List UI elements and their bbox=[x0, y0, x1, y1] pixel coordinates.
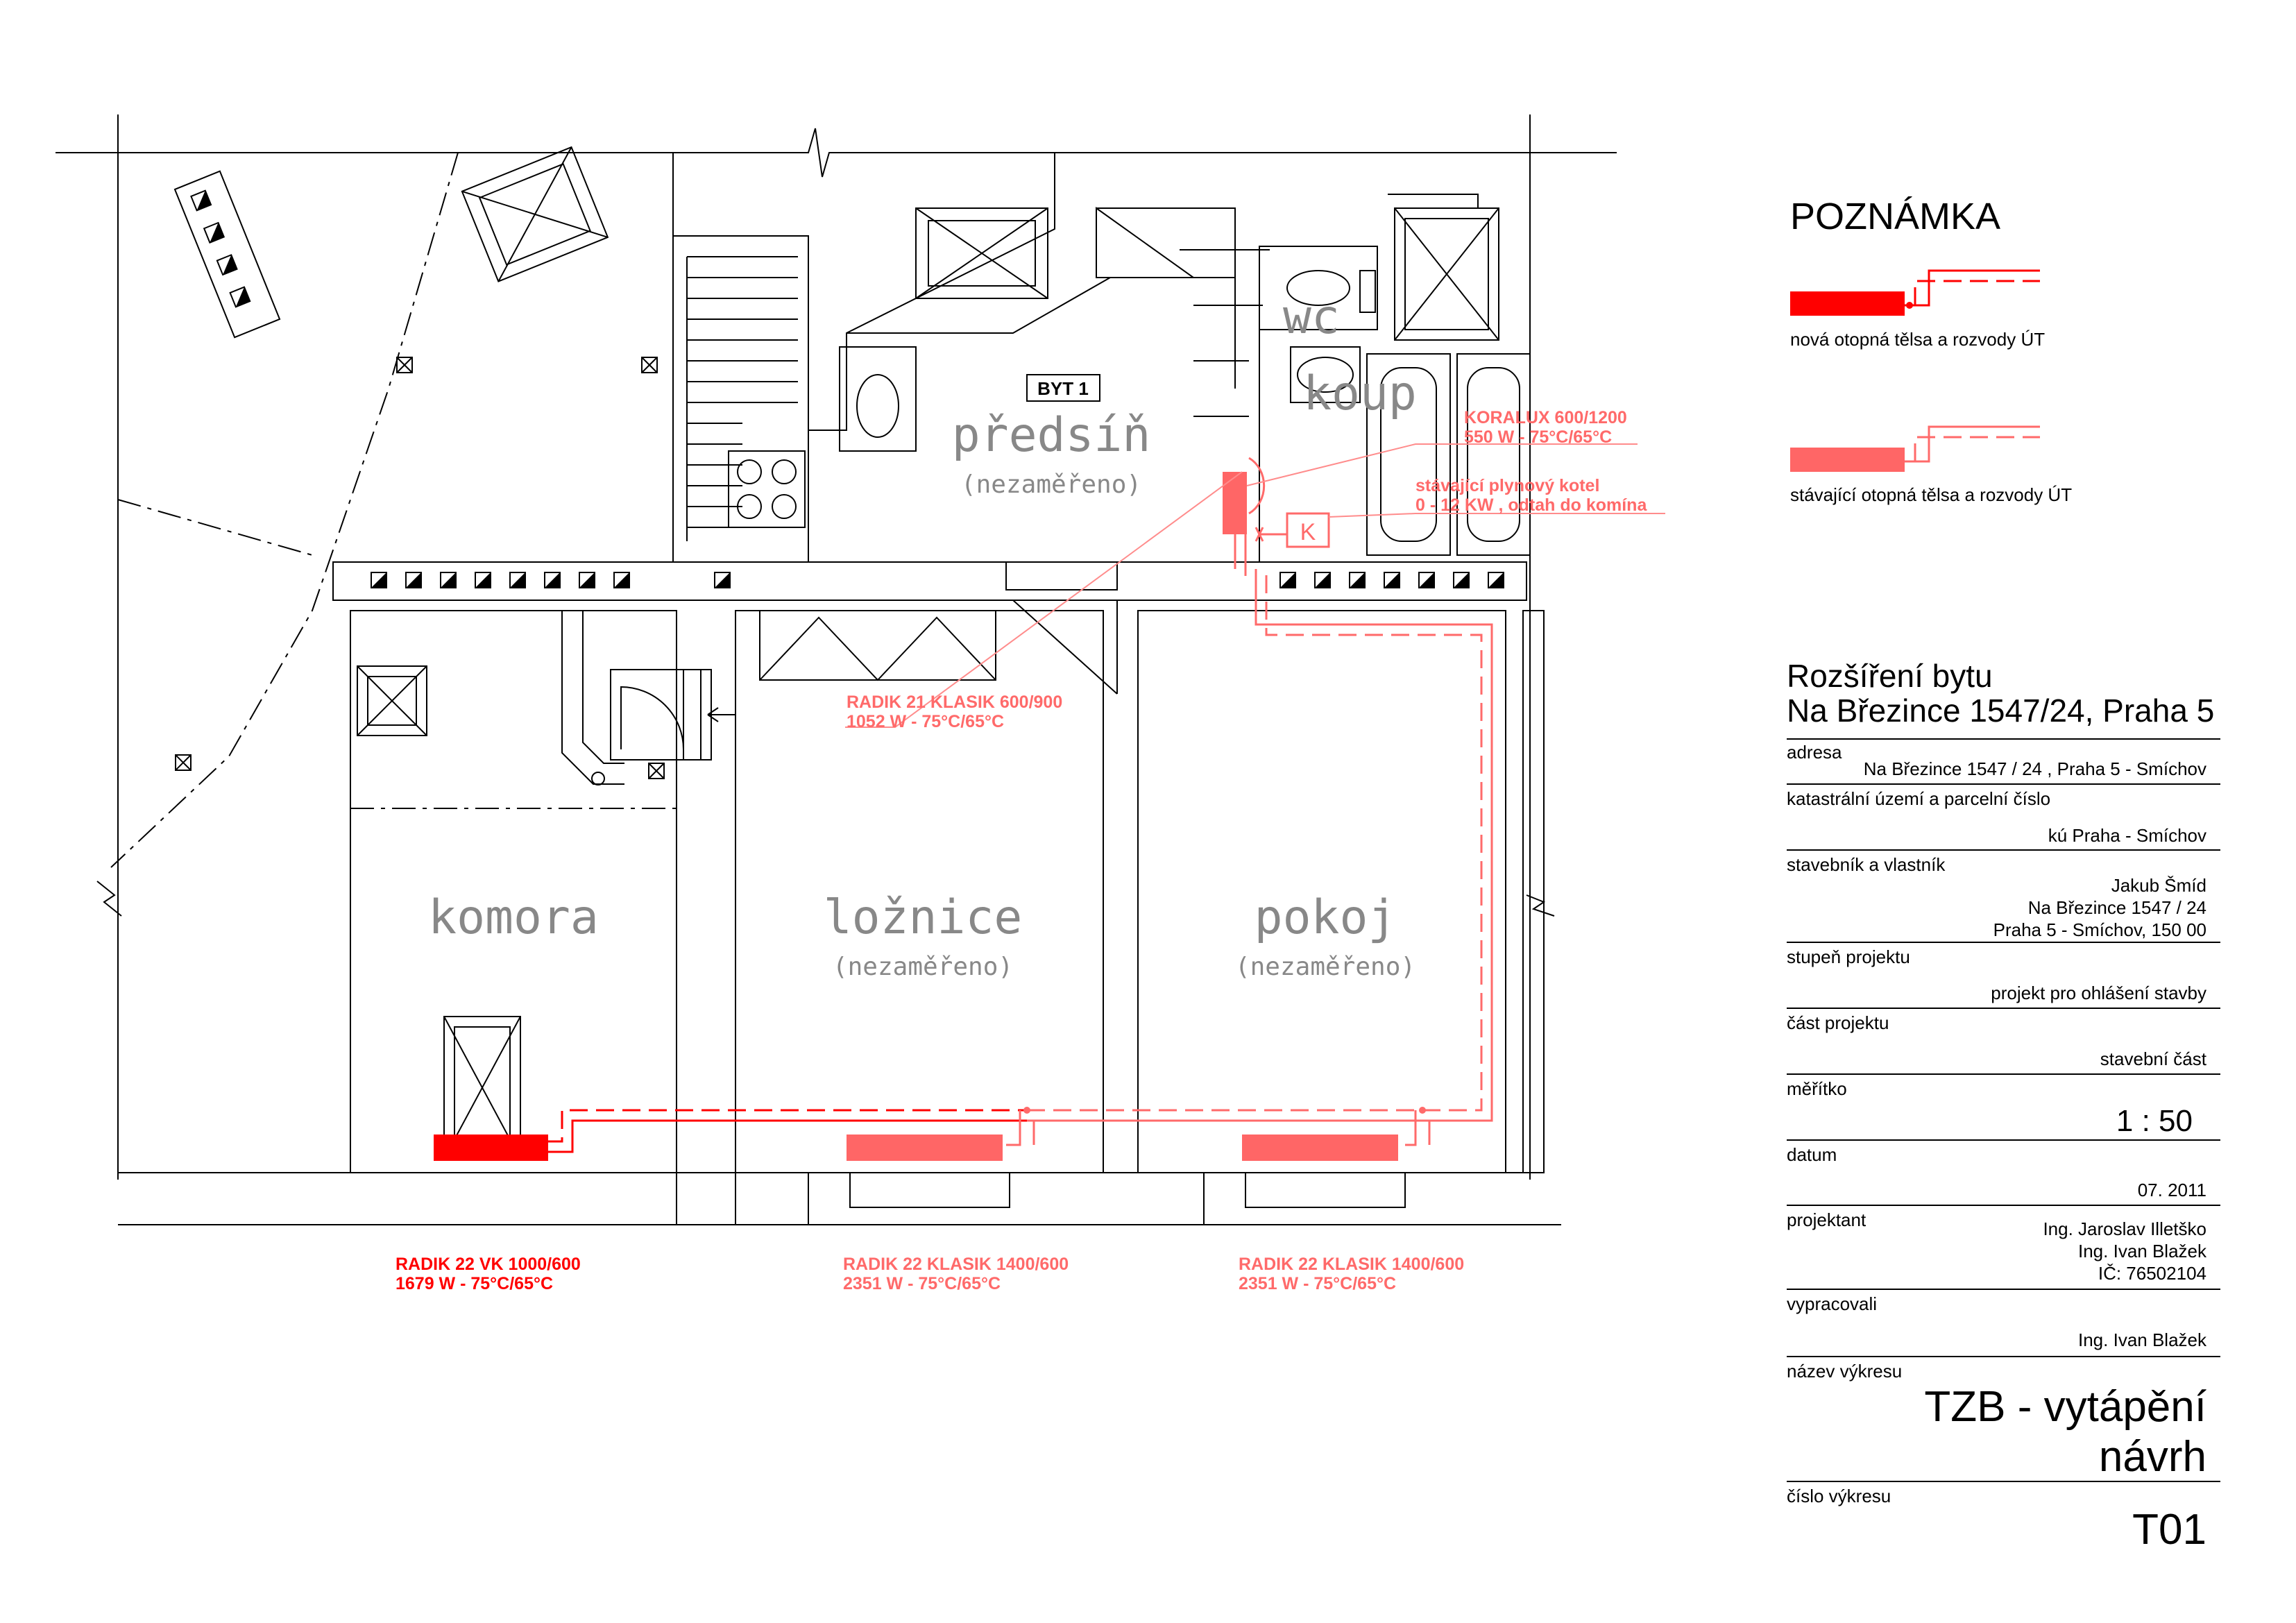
projektant-line2: Ing. Ivan Blažek bbox=[2078, 1241, 2206, 1261]
meritko-label: měřítko bbox=[1787, 1078, 1847, 1099]
cast-value: stavební část bbox=[2100, 1048, 2206, 1069]
radik22b-line2: 2351 W - 75°C/65°C bbox=[1239, 1274, 1397, 1293]
legend-new-radiator bbox=[1790, 291, 1905, 316]
stupen-value: projekt pro ohlášení stavby bbox=[1991, 983, 2206, 1003]
nazev-line1: TZB - vytápění bbox=[1924, 1383, 2206, 1431]
cislo-value: T01 bbox=[2132, 1506, 2206, 1554]
stupen-label: stupeň projektu bbox=[1787, 946, 1910, 967]
koralux-line2: 550 W - 75°C/65°C bbox=[1464, 427, 1613, 447]
vypracovali-value: Ing. Ivan Blažek bbox=[2078, 1329, 2206, 1350]
radiator-existing-pokoj bbox=[1242, 1135, 1398, 1161]
cast-label: část projektu bbox=[1787, 1012, 1889, 1033]
cislo-label: číslo výkresu bbox=[1787, 1486, 1891, 1506]
room-wc: wc bbox=[1283, 290, 1340, 345]
room-predsin: předsíň bbox=[951, 408, 1151, 463]
koralux-line1: KORALUX 600/1200 bbox=[1464, 408, 1627, 427]
adresa-label: adresa bbox=[1787, 742, 1842, 763]
projektant-label: projektant bbox=[1787, 1209, 1866, 1230]
projektant-line1: Ing. Jaroslav Illetško bbox=[2043, 1218, 2206, 1239]
stavebnik-line1: Jakub Šmíd bbox=[2111, 875, 2206, 896]
floor-plan bbox=[56, 114, 1617, 1225]
room-pokoj: pokoj bbox=[1254, 890, 1397, 945]
radik22vk-line2: 1679 W - 75°C/65°C bbox=[396, 1274, 554, 1293]
legend-existing-label: stávající otopná tělsa a rozvody ÚT bbox=[1790, 484, 2073, 505]
stavebnik-line2: Na Březince 1547 / 24 bbox=[2027, 897, 2206, 918]
vypracovali-label: vypracovali bbox=[1787, 1293, 1878, 1314]
stavebnik-line3: Praha 5 - Smíchov, 150 00 bbox=[1993, 919, 2206, 940]
radiator-existing-predsin bbox=[1223, 472, 1247, 534]
radiator-existing-loznice bbox=[847, 1135, 1003, 1161]
project-title-line2: Na Březince 1547/24, Praha 5 bbox=[1787, 692, 2215, 729]
datum-value: 07. 2011 bbox=[2137, 1180, 2206, 1200]
room-koup: koup bbox=[1303, 366, 1417, 421]
radik22a-line1: RADIK 22 KLASIK 1400/600 bbox=[843, 1255, 1069, 1274]
stavebnik-label: stavebník a vlastník bbox=[1787, 854, 1946, 875]
nazev-line2: návrh bbox=[2098, 1433, 2206, 1481]
radik22b-line1: RADIK 22 KLASIK 1400/600 bbox=[1239, 1255, 1465, 1274]
legend-new-label: nová otopná tělsa a rozvody ÚT bbox=[1790, 329, 2046, 350]
project-title-line1: Rozšíření bytu bbox=[1787, 658, 1993, 694]
room-predsin-note: (nezaměřeno) bbox=[960, 470, 1142, 499]
projektant-line3: IČ: 76502104 bbox=[2098, 1263, 2206, 1284]
datum-label: datum bbox=[1787, 1144, 1837, 1165]
kotel-line2: 0 - 12 KW , odtah do komína bbox=[1415, 495, 1647, 515]
adresa-value: Na Březince 1547 / 24 , Praha 5 - Smíchov bbox=[1863, 758, 2206, 779]
legend-title: POZNÁMKA bbox=[1790, 196, 2001, 237]
kotel-line1: stávající plynový kotel bbox=[1415, 476, 1600, 495]
room-loznice-note: (nezaměřeno) bbox=[832, 953, 1014, 981]
meritko-value: 1 : 50 bbox=[2116, 1104, 2193, 1138]
radiator-new-komora bbox=[434, 1135, 548, 1161]
katastr-label: katastrální území a parcelní číslo bbox=[1787, 788, 2051, 809]
radik22vk-line1: RADIK 22 VK 1000/600 bbox=[396, 1255, 581, 1274]
radik21-line1: RADIK 21 KLASIK 600/900 bbox=[847, 692, 1063, 712]
katastr-value: kú Praha - Smíchov bbox=[2048, 825, 2206, 846]
radik21-line2: 1052 W - 75°C/65°C bbox=[847, 712, 1005, 731]
radik22a-line2: 2351 W - 75°C/65°C bbox=[843, 1274, 1001, 1293]
heating-system bbox=[396, 408, 1665, 1293]
nazev-label: název výkresu bbox=[1787, 1361, 1903, 1382]
room-komora: komora bbox=[428, 890, 599, 945]
room-pokoj-note: (nezaměřeno) bbox=[1234, 953, 1416, 981]
boiler-symbol-label: K bbox=[1300, 519, 1316, 545]
room-loznice: ložnice bbox=[823, 890, 1023, 945]
title-block bbox=[1787, 658, 2220, 1554]
legend bbox=[1790, 196, 2072, 505]
unit-label: BYT 1 bbox=[1037, 378, 1089, 399]
legend-existing-radiator bbox=[1790, 448, 1905, 472]
